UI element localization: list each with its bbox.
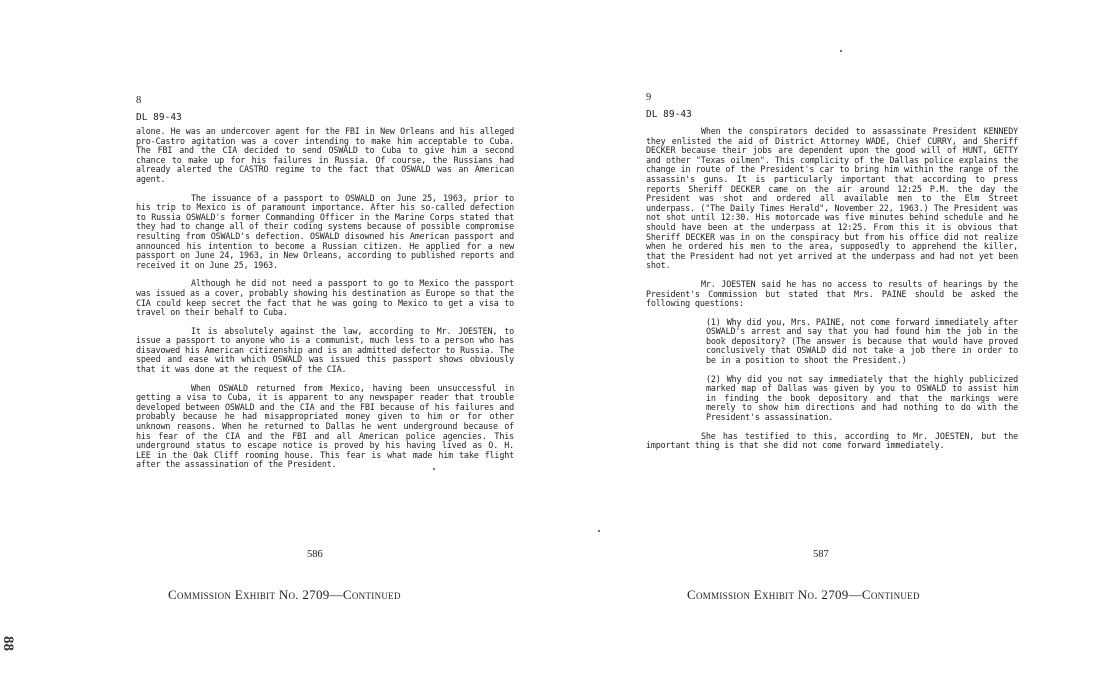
- folio-number: 587: [813, 549, 829, 560]
- question-text: Why did you, Mrs. PAINE, not come forward immediately after OSWALD's arrest and say that you had found him the job in the book depository? (The answer is because that would have proved conclusively that OSWALD did not take a job there in order to be in a position to shoot the President.): [706, 316, 1018, 366]
- question-item: [706, 375, 1018, 423]
- folio-number: 586: [307, 549, 323, 560]
- paragraph: Mr. JOESTEN said he has no access to results of hearings by the President's Commission but stated that Mrs. PAINE should be asked the following questions:: [646, 278, 1018, 309]
- paragraph: When OSWALD returned from Mexico, having been unsuccessful in getting a visa to Cuba, it is apparent to any newspaper reader that trouble developed between OSWALD and the CIA and the FBI because of his failures and probably because he had misappropriated money given to him or for other unknown reasons. When he returned to Dallas he went underground because of his fear of the CIA and the FBI and all American police agencies. This underground status to escape notice is proved by his having lived as O. H. LEE in the Oak Cliff rooming house. This fear is what made him take flight after the assassination of the President.: [136, 382, 514, 470]
- paragraph: It is absolutely against the law, according to Mr. JOESTEN, to issue a passport to anyone who is a communist, much less to a person who has disavowed his American citizenship and is an admitted defector to Russia. The speed and ease with which OSWALD was issued this passport shows obviously that it was done at the request of the CIA.: [136, 325, 514, 375]
- scan-speck: [840, 50, 842, 52]
- exhibit-caption: Commission Exhibit No. 2709—Continued: [687, 587, 920, 602]
- question-text: Why did you not say immediately that the highly publicized marked map of Dallas was given by you to OSWALD to assist him in finding the book depository and that the markings were merely to show him directions and had nothing to do with the President's assassination.: [706, 373, 1018, 423]
- paragraph: alone. He was an undercover agent for the FBI in New Orleans and his alleged pro-Castro agitation was a cover intending to make him acceptable to Cuba. The FBI and the CIA decided to send OSWALD to Cuba to give him a second chance to make up for his failures in Russia. Of course, the Russians had already alerted the CASTRO regime to the fact that OSWALD was an American agent.: [136, 126, 514, 184]
- question-number: (1): [706, 316, 721, 327]
- page-body: [646, 127, 1018, 460]
- margin-number: 88: [0, 636, 16, 651]
- file-number: DL 89-43: [646, 109, 692, 120]
- paragraph: The issuance of a passport to OSWALD on June 25, 1963, prior to his trip to Mexico is of paramount importance. After his so-called defection to Russia OSWALD's former Commanding Officer in the Marine Corps stated that they had to change all of their coding systems because of possible compromise resulting from OSWALD's defection. OSWALD disowned his American passport and announced his intention to become a Russian citizen. He applied for a new passport on June 24, 1963, in New Orleans, according to published reports and received it on June 25, 1963.: [136, 192, 514, 270]
- right-page: [547, 0, 1094, 691]
- paragraph: Although he did not need a passport to go to Mexico the passport was issued as a cover, probably showing his destination as Europe so that the CIA could keep secret the fact that he was going to Mexico to get a visa to travel on their behalf to Cuba.: [136, 278, 514, 318]
- scan-speck: [433, 468, 435, 470]
- question-number: (2): [706, 373, 721, 384]
- page-number: 8: [136, 95, 142, 106]
- paragraph: When the conspirators decided to assassinate President KENNEDY they enlisted the aid of District Attorney WADE, Chief CURRY, and Sheriff DECKER because their jobs are dependent upon the good will of HUNT, GETTY and other "Texas oilmen". This complicity of the Dallas police explains the change in route of the President's car to bring him within the range of the assassin's guns. It is particularly important that according to press reports Sheriff DECKER came on the air around 12:25 P.M. the day the President was shot and ordered all available men to the Elm Street underpass. ("The Daily Times Herald", November 22, 1963.) The President was not shot until 12:30. His motorcade was five minutes behind schedule and he should have been at the underpass at 12:25. From this it is obvious that Sheriff DECKER was in on the conspiracy but from his office did not realize when he ordered his men to the area, supposedly to apprehend the killer, that the President had not yet arrived at the underpass and had not yet been shot.: [646, 126, 1018, 271]
- closing-paragraph: She has testified to this, according to Mr. JOESTEN, but the important thing is that she did not come forward immediately.: [646, 430, 1018, 451]
- exhibit-caption: Commission Exhibit No. 2709—Continued: [168, 587, 401, 602]
- file-number: DL 89-43: [136, 112, 182, 123]
- scan-speck: [598, 530, 600, 532]
- page-number: 9: [646, 92, 652, 103]
- page-body: [136, 127, 514, 479]
- question-item: [706, 318, 1018, 366]
